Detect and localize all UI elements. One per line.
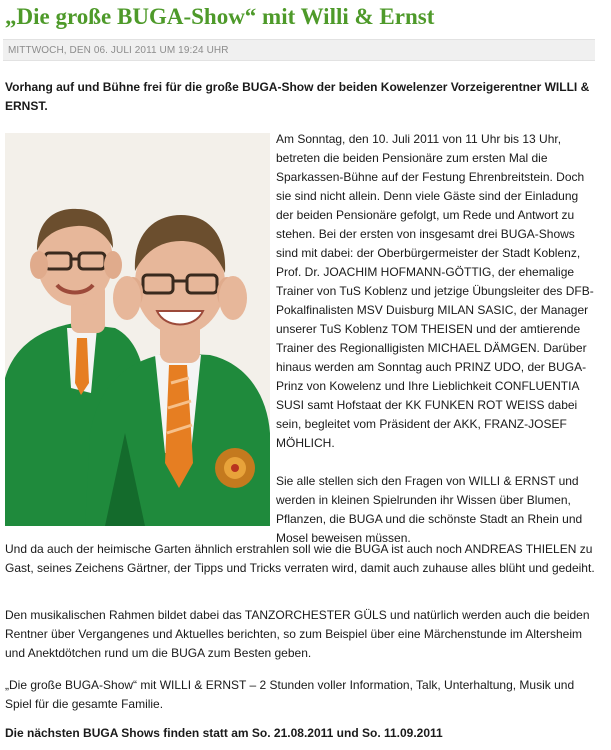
paragraph-4: Den musikalischen Rahmen bildet dabei das TANZORCHESTER GÜLS und natürlich werden auch die beiden Rentner über Vergangenes und Aktuelles berichten, so zum Beispiel über eine Märchenstunde im Altersheim und Anektdötchen rund um die BUGA zum Besten geben. (5, 608, 590, 660)
paragraph-5: „Die große BUGA-Show“ mit WILLI & ERNST – 2 Stunden voller Information, Talk, Unterhaltung, Musik und Spiel für die gesamte Familie. (5, 678, 575, 711)
paragraph-2: Sie alle stellen sich den Fragen von WILLI & ERNST und werden in kleinen Spielrunden ihr Wissen über Blumen, Pflanzen, die BUGA und die schönste Stadt an Rhein und Mosel beweisen müssen. (276, 474, 583, 545)
two-men-photo (5, 133, 270, 526)
article-date: MITTWOCH, DEN 06. JULI 2011 UM 19:24 UHR (3, 39, 595, 61)
article-title: „Die große BUGA-Show“ mit Willi & Ernst (5, 4, 435, 29)
text-column (276, 130, 598, 567)
article-lead: Vorhang auf und Bühne frei für die große BUGA-Show der beiden Kowelenzer Vorzeigerentner WILLI & ERNST. (5, 80, 590, 113)
article-photo (5, 133, 270, 526)
paragraph-1: Am Sonntag, den 10. Juli 2011 von 11 Uhr bis 13 Uhr, betreten die beiden Pensionäre zum ersten Mal die Sparkassen-Bühne auf der Festung Ehrenbreitstein. Doch sie sind nicht allein. Denn viele Gäste sind der Einladung der beiden Pensionäre gefolgt, um Rede und Antwort zu stehen. Bei der ersten von insgesamt drei BUGA-Shows sind mit dabei: der Oberbürgermeister der Stadt Koblenz, Prof. Dr. JOACHIM HOFMANN-GÖTTIG, der ehemalige Trainer von TuS Koblenz und jetzige Übungsleiter des DFB-Pokalfinalisten MSV Duisburg MILAN SASIC, der Manager unserer TuS Koblenz TOM THEISEN und der amtierende Trainer des Regionalligisten MICHAEL DÄMGEN. Darüber hinaus werden am Sonntag auch PRINZ UDO, der BUGA-Prinz von Kowelenz und Ihre Lieblichkeit CONFLUENTIA SUSI samt Hofstaat der KK FUNKEN ROT WEISS dabei sein, begleitet vom Präsident der AKK, FRANZ-JOSEF MÖHLICH. (276, 132, 594, 450)
paragraph-3: Und da auch der heimische Garten ähnlich erstrahlen soll wie die BUGA ist auch noch ANDREAS THIELEN zu Gast, seines Zeichens Gärtner, der Tipps und Tricks verraten wird, damit auch zuhause alles blüht und gedeiht. (5, 542, 595, 575)
paragraph-6: Die nächsten BUGA Shows finden statt am So. 21.08.2011 und So. 11.09.2011 (5, 726, 443, 740)
